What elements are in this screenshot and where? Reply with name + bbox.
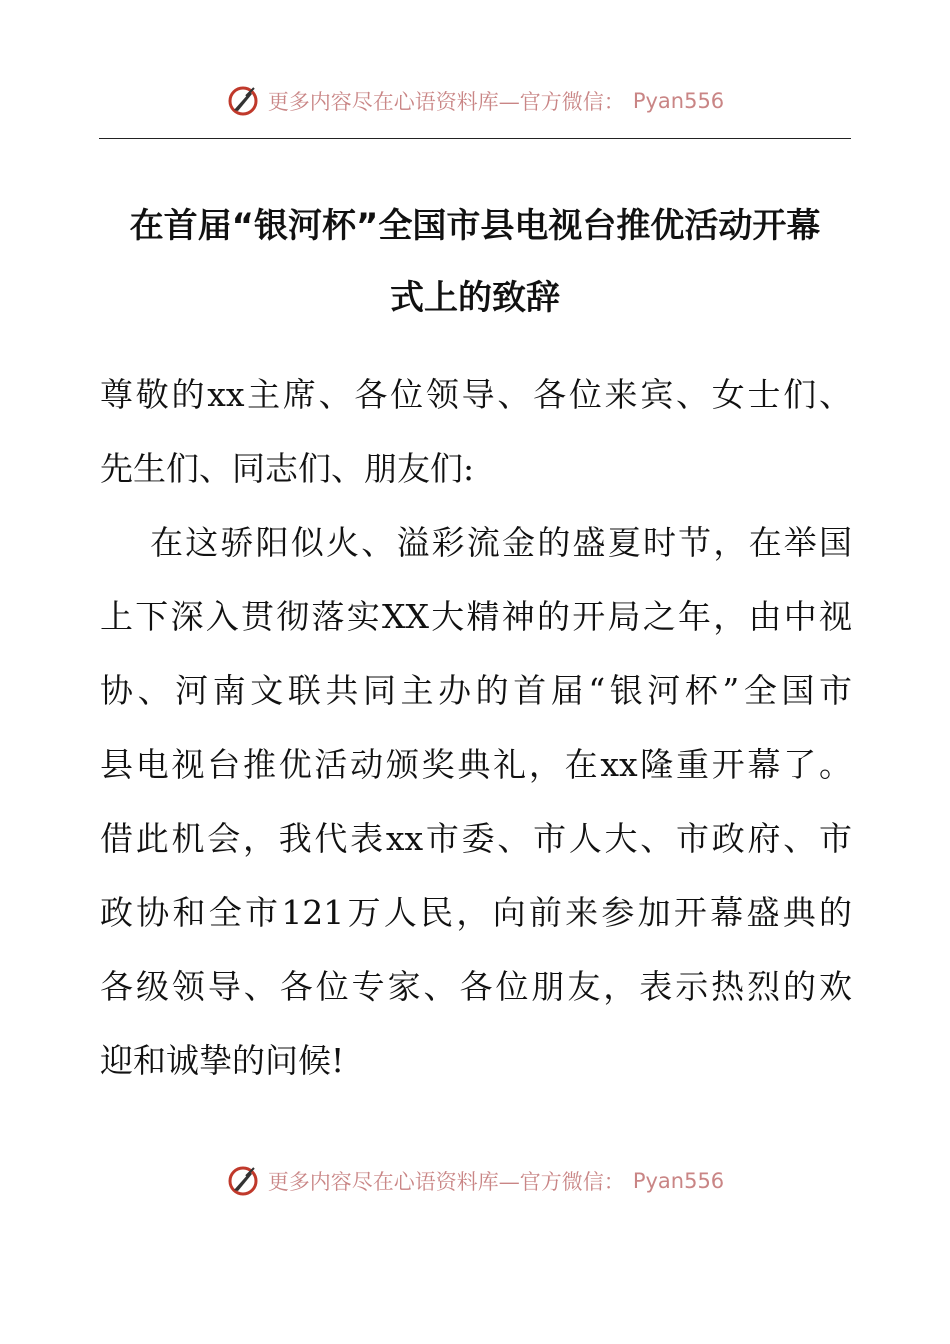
document-title	[99, 190, 851, 334]
body-line: 尊敬的xx主席、各位领导、各位来宾、女士们、	[100, 375, 852, 414]
watermark-text: 更多内容尽在心语资料库—官方微信：	[267, 1170, 625, 1194]
quill-logo-icon	[226, 1164, 260, 1198]
title-line-1: 在首届“银河杯”全国市县电视台推优活动开幕	[129, 206, 821, 246]
body-line: 借此机会，我代表xx市委、市人大、市政府、市	[100, 819, 852, 858]
body-line: 协、河南文联共同主办的首届“银河杯”全国市	[100, 671, 852, 710]
quill-logo-icon	[226, 84, 260, 118]
body-line: 各级领导、各位专家、各位朋友，表示热烈的欢	[100, 967, 852, 1006]
title-line-2: 式上的致辞	[390, 278, 560, 318]
watermark-wechat-id: Pyan556	[632, 89, 725, 113]
header-watermark	[0, 84, 950, 118]
body-line: 政协和全市121万人民，向前来参加开幕盛典的	[100, 893, 852, 932]
document-body	[100, 358, 852, 1098]
body-line: 县电视台推优活动颁奖典礼，在xx隆重开幕了。	[100, 745, 852, 784]
body-line: 迎和诚挚的问候!	[100, 1041, 345, 1080]
body-line: 上下深入贯彻落实XX大精神的开局之年，由中视	[100, 597, 852, 636]
body-line: 先生们、同志们、朋友们:	[100, 449, 475, 488]
body-line: 在这骄阳似火、溢彩流金的盛夏时节，在举国	[150, 523, 852, 562]
header-divider	[99, 138, 851, 139]
watermark-wechat-id: Pyan556	[632, 1169, 725, 1193]
footer-watermark	[0, 1164, 950, 1198]
watermark-text: 更多内容尽在心语资料库—官方微信：	[267, 90, 625, 114]
